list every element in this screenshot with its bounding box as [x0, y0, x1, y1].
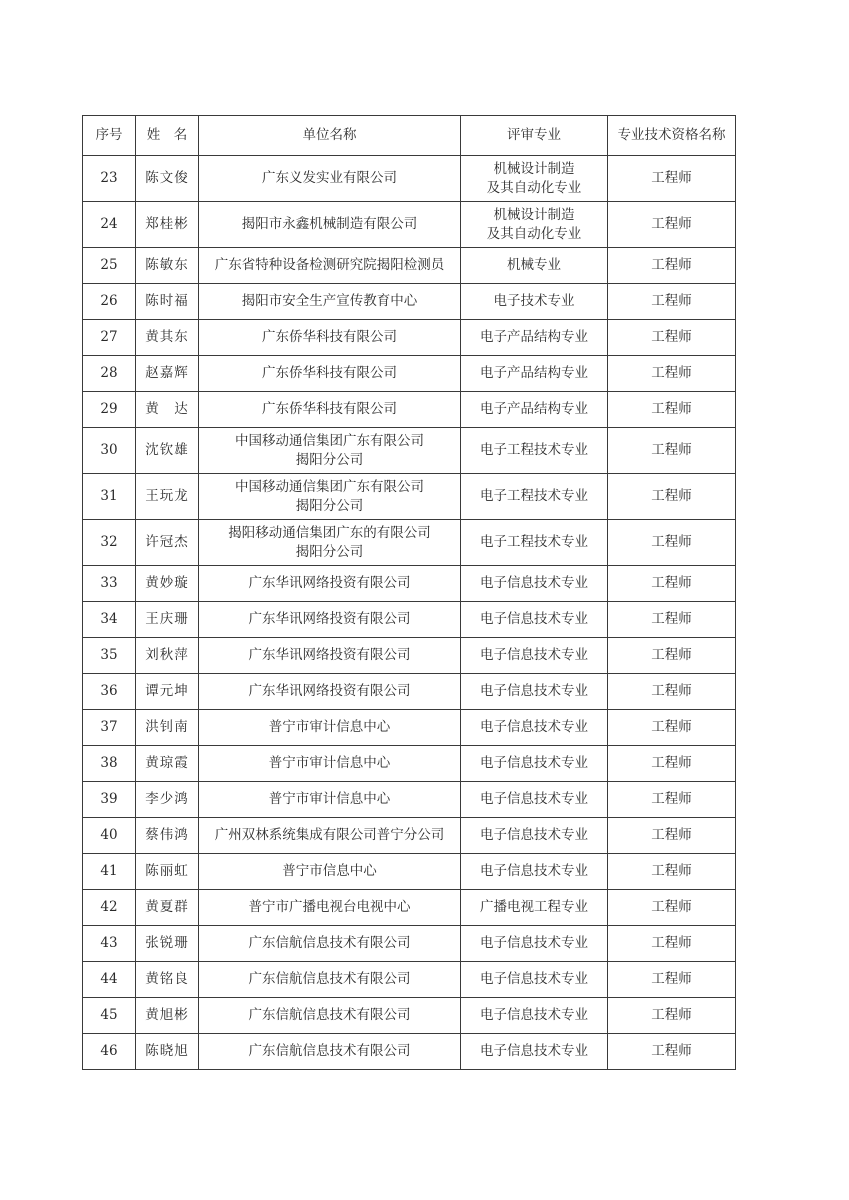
cell-unit	[199, 782, 461, 818]
cell-title: 工程师	[608, 1034, 736, 1070]
cell-title: 工程师	[608, 962, 736, 998]
cell-major-line: 电子信息技术专业	[480, 647, 588, 663]
cell-unit	[199, 998, 461, 1034]
cell-major-line: 电子产品结构专业	[480, 329, 588, 345]
cell-unit	[199, 854, 461, 890]
cell-unit-line: 广东华讯网络投资有限公司	[248, 611, 411, 627]
table-row	[83, 746, 736, 782]
cell-seq: 23	[83, 156, 136, 202]
cell-unit-line: 普宁市审计信息中心	[268, 755, 391, 771]
table-row	[83, 710, 736, 746]
header-unit: 单位名称	[199, 116, 461, 156]
cell-name: 黄铭良	[136, 962, 199, 998]
cell-major-line: 电子技术专业	[493, 293, 575, 309]
cell-name: 黄琼霞	[136, 746, 199, 782]
cell-major	[461, 566, 608, 602]
table-row	[83, 392, 736, 428]
table-row	[83, 854, 736, 890]
cell-seq: 41	[83, 854, 136, 890]
cell-major-line: 机械专业	[507, 257, 561, 273]
cell-unit-line: 揭阳移动通信集团广东的有限公司	[228, 524, 431, 541]
cell-name: 洪钊南	[136, 710, 199, 746]
cell-seq: 39	[83, 782, 136, 818]
cell-major	[461, 356, 608, 392]
cell-unit	[199, 710, 461, 746]
cell-major	[461, 202, 608, 248]
cell-name: 刘秋萍	[136, 638, 199, 674]
table-row	[83, 284, 736, 320]
table-row	[83, 520, 736, 566]
cell-major-line: 机械设计制造	[493, 160, 575, 177]
cell-unit-line: 广东侨华科技有限公司	[262, 329, 397, 345]
cell-seq: 40	[83, 818, 136, 854]
cell-title: 工程师	[608, 674, 736, 710]
table-row	[83, 1034, 736, 1070]
cell-major	[461, 854, 608, 890]
cell-title: 工程师	[608, 926, 736, 962]
cell-seq: 29	[83, 392, 136, 428]
table-row	[83, 998, 736, 1034]
cell-unit-line: 广州双林系统集成有限公司普宁分公司	[214, 827, 445, 843]
cell-name: 谭元坤	[136, 674, 199, 710]
cell-major-line: 电子信息技术专业	[480, 863, 588, 879]
table-row	[83, 320, 736, 356]
table-row	[83, 926, 736, 962]
cell-unit	[199, 248, 461, 284]
cell-major	[461, 674, 608, 710]
cell-major-line: 电子工程技术专业	[480, 534, 588, 550]
cell-major-line: 及其自动化专业	[486, 179, 582, 196]
cell-unit	[199, 156, 461, 202]
cell-unit-line: 揭阳市永鑫机械制造有限公司	[241, 216, 418, 232]
cell-major-line: 电子信息技术专业	[480, 827, 588, 843]
cell-unit-line: 普宁市审计信息中心	[268, 791, 391, 807]
cell-seq: 26	[83, 284, 136, 320]
cell-seq: 34	[83, 602, 136, 638]
cell-title: 工程师	[608, 854, 736, 890]
cell-unit	[199, 746, 461, 782]
cell-major-line: 电子信息技术专业	[480, 1007, 588, 1023]
cell-major	[461, 428, 608, 474]
cell-unit	[199, 674, 461, 710]
cell-seq: 24	[83, 202, 136, 248]
cell-name: 黄旭彬	[136, 998, 199, 1034]
table-row	[83, 962, 736, 998]
cell-name: 黄 达	[136, 392, 199, 428]
cell-major	[461, 284, 608, 320]
cell-title: 工程师	[608, 602, 736, 638]
cell-title: 工程师	[608, 746, 736, 782]
cell-major	[461, 602, 608, 638]
cell-major	[461, 520, 608, 566]
table-row	[83, 202, 736, 248]
cell-unit	[199, 962, 461, 998]
cell-major	[461, 156, 608, 202]
cell-unit	[199, 638, 461, 674]
cell-unit	[199, 520, 461, 566]
cell-major	[461, 474, 608, 520]
cell-seq: 36	[83, 674, 136, 710]
cell-name: 许冠杰	[136, 520, 199, 566]
cell-name: 陈时福	[136, 284, 199, 320]
table-row	[83, 638, 736, 674]
cell-seq: 27	[83, 320, 136, 356]
cell-title: 工程师	[608, 638, 736, 674]
cell-unit-line: 广东侨华科技有限公司	[262, 365, 397, 381]
cell-unit-line: 广东省特种设备检测研究院揭阳检测员	[214, 257, 445, 273]
cell-title: 工程师	[608, 356, 736, 392]
cell-name: 陈丽虹	[136, 854, 199, 890]
cell-major	[461, 392, 608, 428]
header-major: 评审专业	[461, 116, 608, 156]
cell-unit-line: 广东华讯网络投资有限公司	[248, 683, 411, 699]
cell-unit-line: 广东义发实业有限公司	[262, 170, 397, 186]
cell-major-line: 电子信息技术专业	[480, 1043, 588, 1059]
cell-unit-line: 广东信航信息技术有限公司	[248, 935, 411, 951]
cell-seq: 25	[83, 248, 136, 284]
cell-name: 赵嘉辉	[136, 356, 199, 392]
cell-major-line: 电子信息技术专业	[480, 611, 588, 627]
header-seq: 序号	[83, 116, 136, 156]
cell-seq: 46	[83, 1034, 136, 1070]
cell-unit	[199, 926, 461, 962]
cell-unit	[199, 320, 461, 356]
cell-major-line: 广播电视工程专业	[480, 899, 588, 915]
cell-unit-line: 广东华讯网络投资有限公司	[248, 647, 411, 663]
cell-major	[461, 638, 608, 674]
cell-unit-line: 揭阳分公司	[295, 543, 364, 560]
cell-major	[461, 926, 608, 962]
table-row	[83, 356, 736, 392]
cell-seq: 37	[83, 710, 136, 746]
table-body	[83, 156, 736, 1070]
cell-title: 工程师	[608, 156, 736, 202]
cell-name: 黄夏群	[136, 890, 199, 926]
cell-unit-line: 广东信航信息技术有限公司	[248, 1043, 411, 1059]
cell-unit-line: 中国移动通信集团广东有限公司	[235, 478, 424, 495]
cell-unit-line: 广东华讯网络投资有限公司	[248, 575, 411, 591]
cell-title: 工程师	[608, 248, 736, 284]
cell-unit	[199, 1034, 461, 1070]
cell-name: 王玩龙	[136, 474, 199, 520]
cell-major-line: 电子产品结构专业	[480, 365, 588, 381]
roster-table-container	[82, 115, 735, 1070]
cell-major-line: 及其自动化专业	[486, 225, 582, 242]
cell-major-line: 电子信息技术专业	[480, 719, 588, 735]
cell-unit	[199, 566, 461, 602]
cell-name: 蔡伟鸿	[136, 818, 199, 854]
cell-title: 工程师	[608, 428, 736, 474]
table-row	[83, 890, 736, 926]
cell-major	[461, 782, 608, 818]
cell-unit	[199, 392, 461, 428]
cell-major	[461, 710, 608, 746]
cell-unit-line: 揭阳分公司	[295, 497, 364, 514]
cell-name: 黄其东	[136, 320, 199, 356]
cell-unit-line: 中国移动通信集团广东有限公司	[235, 432, 424, 449]
cell-name: 李少鸿	[136, 782, 199, 818]
cell-major-line: 电子信息技术专业	[480, 935, 588, 951]
cell-major	[461, 962, 608, 998]
cell-major-line: 电子产品结构专业	[480, 401, 588, 417]
cell-major	[461, 320, 608, 356]
table-row	[83, 156, 736, 202]
cell-title: 工程师	[608, 392, 736, 428]
cell-name: 沈钦雄	[136, 428, 199, 474]
cell-major	[461, 890, 608, 926]
cell-major-line: 电子信息技术专业	[480, 755, 588, 771]
cell-seq: 30	[83, 428, 136, 474]
cell-major	[461, 818, 608, 854]
cell-title: 工程师	[608, 782, 736, 818]
cell-major-line: 电子信息技术专业	[480, 575, 588, 591]
cell-seq: 43	[83, 926, 136, 962]
cell-major	[461, 746, 608, 782]
cell-unit	[199, 474, 461, 520]
cell-major-line: 机械设计制造	[493, 206, 575, 223]
cell-name: 陈文俊	[136, 156, 199, 202]
cell-seq: 32	[83, 520, 136, 566]
cell-seq: 42	[83, 890, 136, 926]
cell-unit	[199, 284, 461, 320]
cell-seq: 44	[83, 962, 136, 998]
cell-major	[461, 1034, 608, 1070]
cell-name: 陈敏东	[136, 248, 199, 284]
cell-title: 工程师	[608, 520, 736, 566]
table-row	[83, 428, 736, 474]
cell-unit-line: 揭阳市安全生产宣传教育中心	[241, 293, 418, 309]
cell-unit-line: 普宁市审计信息中心	[268, 719, 391, 735]
cell-unit-line: 广东侨华科技有限公司	[262, 401, 397, 417]
table-row	[83, 566, 736, 602]
table-row	[83, 674, 736, 710]
cell-title: 工程师	[608, 320, 736, 356]
cell-unit	[199, 602, 461, 638]
cell-unit-line: 普宁市信息中心	[282, 863, 377, 879]
cell-name: 张锐珊	[136, 926, 199, 962]
cell-name: 陈晓旭	[136, 1034, 199, 1070]
table-row	[83, 474, 736, 520]
cell-title: 工程师	[608, 710, 736, 746]
cell-major-line: 电子信息技术专业	[480, 683, 588, 699]
cell-unit	[199, 428, 461, 474]
cell-seq: 33	[83, 566, 136, 602]
cell-seq: 45	[83, 998, 136, 1034]
table-row	[83, 818, 736, 854]
cell-unit	[199, 818, 461, 854]
cell-major-line: 电子信息技术专业	[480, 791, 588, 807]
cell-major-line: 电子工程技术专业	[480, 442, 588, 458]
cell-seq: 35	[83, 638, 136, 674]
cell-major-line: 电子信息技术专业	[480, 971, 588, 987]
header-title: 专业技术资格名称	[608, 116, 736, 156]
cell-unit-line: 广东信航信息技术有限公司	[248, 1007, 411, 1023]
cell-title: 工程师	[608, 284, 736, 320]
table-header-row	[83, 116, 736, 156]
cell-title: 工程师	[608, 202, 736, 248]
cell-title: 工程师	[608, 566, 736, 602]
cell-unit	[199, 890, 461, 926]
table-row	[83, 248, 736, 284]
cell-seq: 38	[83, 746, 136, 782]
cell-name: 郑桂彬	[136, 202, 199, 248]
cell-title: 工程师	[608, 474, 736, 520]
cell-name: 黄妙璇	[136, 566, 199, 602]
table-row	[83, 782, 736, 818]
cell-title: 工程师	[608, 818, 736, 854]
cell-unit-line: 普宁市广播电视台电视中心	[248, 899, 411, 915]
cell-seq: 31	[83, 474, 136, 520]
cell-major-line: 电子工程技术专业	[480, 488, 588, 504]
cell-title: 工程师	[608, 890, 736, 926]
cell-major	[461, 248, 608, 284]
cell-title: 工程师	[608, 998, 736, 1034]
cell-name: 王庆珊	[136, 602, 199, 638]
cell-seq: 28	[83, 356, 136, 392]
roster-table	[82, 115, 736, 1070]
table-row	[83, 602, 736, 638]
header-name: 姓 名	[136, 116, 199, 156]
cell-unit	[199, 202, 461, 248]
cell-unit	[199, 356, 461, 392]
cell-unit-line: 揭阳分公司	[295, 451, 364, 468]
cell-unit-line: 广东信航信息技术有限公司	[248, 971, 411, 987]
cell-major	[461, 998, 608, 1034]
